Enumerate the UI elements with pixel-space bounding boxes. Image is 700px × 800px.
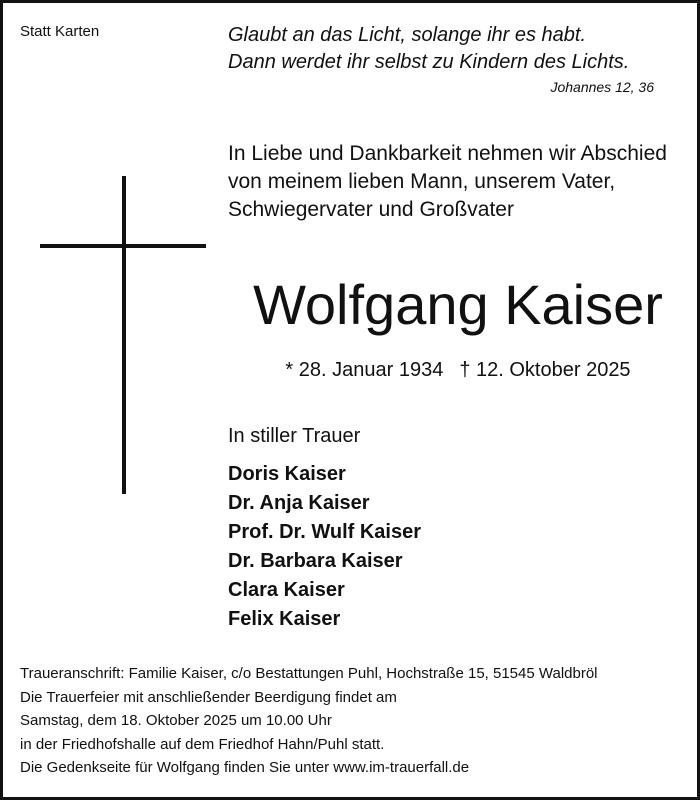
mourning-address: Traueranschrift: Familie Kaiser, c/o Bestattungen Puhl, Hochstraße 15, 51545 Waldbröl	[20, 665, 598, 682]
mourner-name: Prof. Dr. Wulf Kaiser	[228, 521, 422, 543]
birth-date: * 28. Januar 1934	[285, 359, 444, 381]
bible-quote	[228, 22, 668, 98]
funeral-info-line: Die Trauerfeier mit anschließender Beerdigung findet am	[20, 688, 397, 706]
mourner-name: Dr. Anja Kaiser	[228, 492, 370, 514]
notice-label: Statt Karten	[20, 23, 100, 40]
mourning-label: In stiller Trauer	[228, 425, 361, 447]
death-date: † 12. Oktober 2025	[459, 359, 631, 381]
funeral-date-line: Samstag, dem 18. Oktober 2025 um 10.00 Uhr	[20, 712, 332, 729]
funeral-location-line: in der Friedhofshalle auf dem Friedhof Hahn/Puhl statt.	[20, 735, 385, 753]
farewell-line: von meinem lieben Mann, unserem Vater,	[228, 170, 616, 193]
memorial-page-line: Die Gedenkseite für Wolfgang finden Sie unter www.im-trauerfall.de	[20, 759, 470, 776]
quote-line: Dann werdet ihr selbst zu Kindern des Lichts.	[228, 51, 630, 73]
funeral-details	[20, 662, 685, 780]
mourner-name: Doris Kaiser	[228, 463, 346, 485]
life-dates	[228, 356, 688, 384]
mourner-name: Clara Kaiser	[228, 579, 345, 601]
mourner-name: Felix Kaiser	[228, 608, 341, 630]
quote-reference: Johannes 12, 36	[550, 79, 654, 95]
farewell-line: Schwiegervater und Großvater	[228, 198, 514, 221]
cross-vertical-beam	[122, 176, 126, 494]
farewell-line: In Liebe und Dankbarkeit nehmen wir Abschied	[228, 142, 667, 165]
mourner-list	[228, 460, 421, 634]
deceased-name: Wolfgang Kaiser	[253, 273, 663, 336]
mourner-name: Dr. Barbara Kaiser	[228, 550, 403, 572]
farewell-text	[228, 140, 688, 224]
cross-horizontal-beam	[40, 244, 206, 248]
quote-line: Glaubt an das Licht, solange ihr es habt.	[228, 24, 587, 46]
